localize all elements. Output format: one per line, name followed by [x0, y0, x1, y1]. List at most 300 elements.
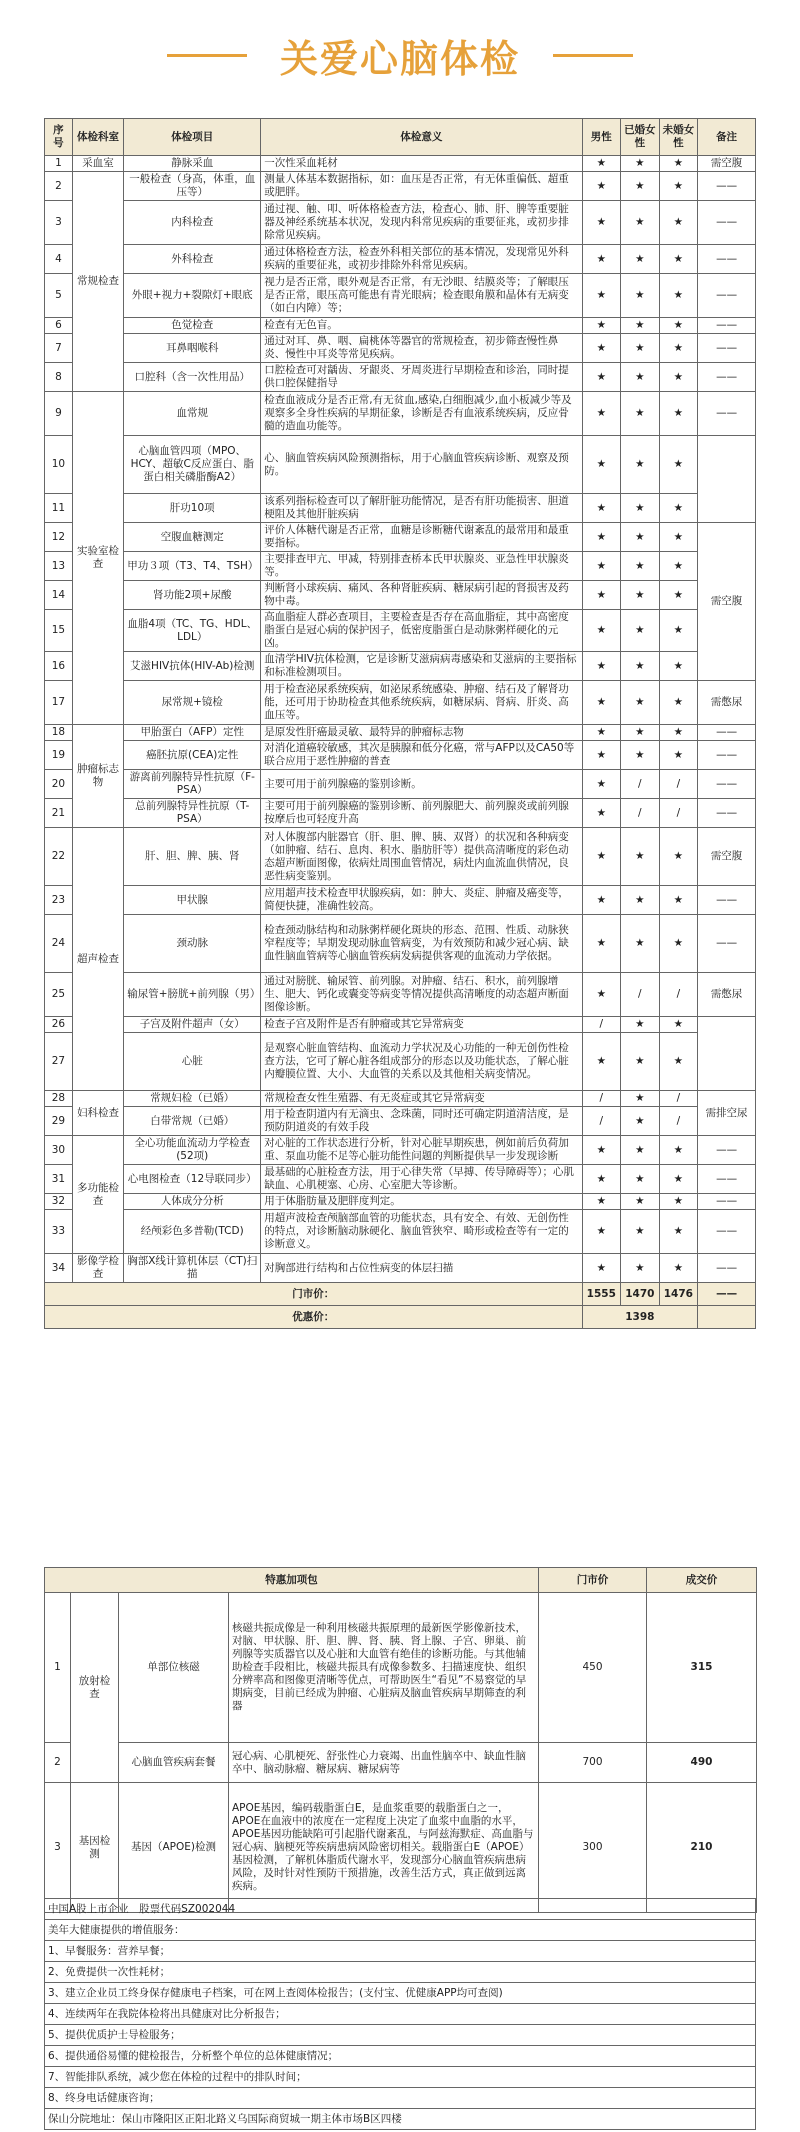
row-unmarried: / [659, 770, 698, 799]
row-unmarried: ★ [659, 392, 698, 436]
row-married: ★ [621, 1210, 660, 1254]
row-item: 人体成分分析 [124, 1194, 261, 1210]
row-meaning: 检查有无色盲。 [261, 318, 582, 334]
row-unmarried: ★ [659, 741, 698, 770]
table-row [45, 494, 756, 523]
row-note: —— [698, 201, 756, 245]
row-married: / [621, 799, 660, 828]
footer-line [45, 1920, 756, 1941]
row-no: 23 [45, 886, 73, 915]
row-no: 16 [45, 652, 73, 681]
row-married: ★ [621, 581, 660, 610]
row-item: 空腹血糖测定 [124, 523, 261, 552]
footer-text: 8、终身电话健康咨询； [45, 2088, 756, 2109]
header-unmarried: 未婚女性 [659, 119, 698, 156]
row-no: 13 [45, 552, 73, 581]
row-item: 心电图检查（12导联同步） [124, 1165, 261, 1194]
row-meaning: 血清学HIV抗体检测，它是诊断艾滋病病毒感染和艾滋病的主要指标和标准检测项目。 [261, 652, 582, 681]
row-married: ★ [621, 915, 660, 973]
footer-text: 保山分院地址：保山市隆阳区正阳北路义乌国际商贸城一期主体市场B区四楼 [45, 2109, 756, 2130]
row-no: 21 [45, 799, 73, 828]
row-married: ★ [621, 725, 660, 741]
title-left-line [167, 54, 247, 57]
extra-dept: 基因检测 [71, 1783, 119, 1913]
row-unmarried: ★ [659, 725, 698, 741]
row-unmarried: ★ [659, 610, 698, 652]
row-note: —— [698, 770, 756, 799]
row-item: 一般检查（身高，体重，血压等） [124, 172, 261, 201]
row-item: 癌胚抗原(CEA)定性 [124, 741, 261, 770]
row-item: 耳鼻咽喉科 [124, 334, 261, 363]
row-male: ★ [582, 494, 621, 523]
table-row [45, 1210, 756, 1254]
row-no: 11 [45, 494, 73, 523]
table-row [45, 915, 756, 973]
row-note: —— [698, 274, 756, 318]
row-meaning: 用于检查阴道内有无滴虫、念珠菌，同时还可确定阴道清洁度，是预防阴道炎的有效手段 [261, 1107, 582, 1136]
row-meaning: 通过对耳、鼻、咽、扁桃体等器官的常规检查，初步筛查慢性鼻炎、慢性中耳炎等常见疾病。 [261, 334, 582, 363]
row-unmarried: ★ [659, 915, 698, 973]
row-meaning: 用于体脂肪量及肥胖度判定。 [261, 1194, 582, 1210]
table-row [45, 172, 756, 201]
extra-header-row [45, 1568, 757, 1593]
row-unmarried: / [659, 973, 698, 1017]
row-no: 6 [45, 318, 73, 334]
extra-meaning: APOE基因，编码载脂蛋白E，是血浆重要的载脂蛋白之一，APOE在血液中的浓度在一定程度上决定了血浆中血脂的水平，APOE基因功能缺陷可引起脂代谢紊乱，与阿兹海默症、高血脂与冠心病、脑梗死等疾病患病风险密切相关。载脂蛋白E（APOE）基因检测，了解机体脂质代谢水平，发现部分心脑血管疾病患病风险，及时针对性预防干预措施，改善生活方式，真正做到远离疾病。 [229, 1783, 539, 1913]
extra-header-list-price: 门市价 [539, 1568, 647, 1593]
table-row [45, 201, 756, 245]
row-married: ★ [621, 1254, 660, 1283]
row-meaning: 通过体格检查方法，检查外科相关部位的基本情况，发现常见外科疾病的重要征兆，或初步排除外科常见疾病。 [261, 245, 582, 274]
row-meaning: 检查颈动脉结构和动脉粥样硬化斑块的形态、范围、性质、动脉狭窄程度等；早期发现动脉血管病变，为有效预防和减少冠心病、缺血性脑血管病等心脑血管疾病发病提供客观的血流动力学依据。 [261, 915, 582, 973]
row-item: 肝功10项 [124, 494, 261, 523]
row-male: ★ [582, 1165, 621, 1194]
row-unmarried: ★ [659, 1194, 698, 1210]
discount-value: 1398 [582, 1306, 698, 1329]
row-note [698, 1017, 756, 1091]
footer-body [45, 1899, 756, 2130]
row-meaning: 对消化道癌较敏感，其次是胰腺和低分化癌，常与AFP以及CA50等联合应用于恶性肿瘤的普查 [261, 741, 582, 770]
row-male: ★ [582, 523, 621, 552]
extra-meaning: 冠心病、心肌梗死、舒张性心力衰竭、出血性脑卒中、缺血性脑卒中、脑动脉瘤、糖尿病、糖尿病等 [229, 1743, 539, 1783]
extra-header-deal-price: 成交价 [647, 1568, 757, 1593]
row-item: 全心功能血流动力学检查(52项) [124, 1136, 261, 1165]
row-item: 经颅彩色多普勒(TCD) [124, 1210, 261, 1254]
row-item: 子宫及附件超声（女） [124, 1017, 261, 1033]
row-married: ★ [621, 1033, 660, 1091]
extra-no: 3 [45, 1783, 71, 1913]
row-no: 7 [45, 334, 73, 363]
discount-row [45, 1306, 756, 1329]
row-no: 1 [45, 156, 73, 172]
row-unmarried: ★ [659, 334, 698, 363]
row-note: 需憋尿 [698, 973, 756, 1017]
row-married: ★ [621, 523, 660, 552]
row-male: ★ [582, 392, 621, 436]
row-meaning: 最基础的心脏检查方法，用于心律失常（早搏、传导障碍等）；心肌缺血、心肌梗塞、心房、心室肥大等诊断。 [261, 1165, 582, 1194]
footer-text: 6、提供通俗易懂的健检报告，分析整个单位的总体健康情况； [45, 2046, 756, 2067]
row-married: ★ [621, 828, 660, 886]
row-no: 34 [45, 1254, 73, 1283]
row-no: 26 [45, 1017, 73, 1033]
row-unmarried: ★ [659, 494, 698, 523]
row-meaning: 是观察心脏血管结构、血流动力学状况及心功能的一种无创伤性检查方法，它可了解心脏各组成部分的形态以及功能状态，了解心脏内瓣膜位置、大小、大血管的关系以及其他相关病变情况。 [261, 1033, 582, 1091]
row-note: —— [698, 1254, 756, 1283]
row-no: 2 [45, 172, 73, 201]
row-male: ★ [582, 274, 621, 318]
header-meaning: 体检意义 [261, 119, 582, 156]
row-item: 内科检查 [124, 201, 261, 245]
row-no: 9 [45, 392, 73, 436]
header-dept: 体检科室 [72, 119, 123, 156]
row-unmarried: ★ [659, 201, 698, 245]
row-meaning: 主要排查甲亢、甲减，特别排查桥本氏甲状腺炎、亚急性甲状腺炎等。 [261, 552, 582, 581]
row-item: 总前列腺特异性抗原（T-PSA） [124, 799, 261, 828]
row-married: ★ [621, 741, 660, 770]
row-male: ★ [582, 610, 621, 652]
row-unmarried: / [659, 1107, 698, 1136]
table-row [45, 523, 756, 552]
row-meaning: 口腔检查可对龋齿、牙龈炎、牙周炎进行早期检查和诊治，同时提供口腔保健指导 [261, 363, 582, 392]
footer-text: 1、早餐服务：营养早餐； [45, 1941, 756, 1962]
row-note: —— [698, 363, 756, 392]
row-note: —— [698, 318, 756, 334]
row-no: 19 [45, 741, 73, 770]
row-married: ★ [621, 494, 660, 523]
row-male: ★ [582, 915, 621, 973]
price-married: 1470 [621, 1283, 660, 1306]
footer-text: 2、免费提供一次性耗材； [45, 1962, 756, 1983]
checkup-items-table [44, 118, 756, 1329]
row-married: ★ [621, 436, 660, 494]
row-item: 输尿管+膀胱+前列腺（男） [124, 973, 261, 1017]
row-meaning: 对心脏的工作状态进行分析，针对心脏早期疾患，例如前后负荷加重、泵血功能不足等心脏功能性问题的判断提供早一步发现诊断 [261, 1136, 582, 1165]
row-male: ★ [582, 318, 621, 334]
row-male: ★ [582, 552, 621, 581]
row-unmarried: ★ [659, 318, 698, 334]
row-married: ★ [621, 610, 660, 652]
extra-row [45, 1593, 757, 1743]
title-right-line [553, 54, 633, 57]
row-no: 18 [45, 725, 73, 741]
row-note [698, 436, 756, 523]
row-note: —— [698, 172, 756, 201]
row-dept: 采血室 [72, 156, 123, 172]
row-married: ★ [621, 1165, 660, 1194]
row-unmarried: ★ [659, 581, 698, 610]
row-married: ★ [621, 318, 660, 334]
row-item: 色觉检查 [124, 318, 261, 334]
table-row [45, 363, 756, 392]
extra-list-price: 450 [539, 1593, 647, 1743]
row-no: 12 [45, 523, 73, 552]
row-meaning: 通过视、触、叩、听体格检查方法，检查心、肺、肝、脾等重要脏器及神经系统基本状况，发现内科常见疾病的重要征兆，或初步排除常见疾病。 [261, 201, 582, 245]
row-meaning: 用超声波检查颅脑部血管的功能状态，具有安全、有效、无创伤性的特点，对诊断脑动脉硬化、脑血管狭窄、畸形或检查等有一定的诊断意义。 [261, 1210, 582, 1254]
extra-package-table [44, 1567, 757, 1913]
row-no: 10 [45, 436, 73, 494]
row-no: 17 [45, 681, 73, 725]
table-row [45, 725, 756, 741]
row-no: 30 [45, 1136, 73, 1165]
row-no: 20 [45, 770, 73, 799]
row-no: 22 [45, 828, 73, 886]
row-male: ★ [582, 156, 621, 172]
row-no: 24 [45, 915, 73, 973]
footer-text: 5、提供优质护士导检服务； [45, 2025, 756, 2046]
row-unmarried: ★ [659, 436, 698, 494]
row-item: 血常规 [124, 392, 261, 436]
row-male: ★ [582, 1210, 621, 1254]
row-meaning: 检查子宫及附件是否有肿瘤或其它异常病变 [261, 1017, 582, 1033]
row-unmarried: ★ [659, 1254, 698, 1283]
extra-deal-price: 490 [647, 1743, 757, 1783]
table-row [45, 1107, 756, 1136]
row-item: 外科检查 [124, 245, 261, 274]
row-note: 需憋尿 [698, 681, 756, 725]
table-row [45, 1033, 756, 1091]
row-meaning: 主要可用于前列腺癌的鉴别诊断。 [261, 770, 582, 799]
row-meaning: 检查血液成分是否正常,有无贫血,感染,白细胞减少,血小板减少等及观察多全身性疾病的早期征象，诊断是否有血液系统疾病，反应骨髓的造血功能等。 [261, 392, 582, 436]
footer-line [45, 2046, 756, 2067]
row-no: 25 [45, 973, 73, 1017]
row-male: ★ [582, 770, 621, 799]
row-item: 心脏 [124, 1033, 261, 1091]
table-row [45, 274, 756, 318]
row-male: ★ [582, 363, 621, 392]
extra-deal-price: 210 [647, 1783, 757, 1913]
table-row [45, 581, 756, 610]
row-married: ★ [621, 1091, 660, 1107]
footer-services [44, 1898, 756, 2130]
row-male: ★ [582, 725, 621, 741]
row-unmarried: ★ [659, 274, 698, 318]
extra-meaning: 核磁共振成像是一种利用核磁共振原理的最新医学影像新技术，对脑、甲状腺、肝、胆、脾、肾、胰、肾上腺、子宫、卵巢、前列腺等实质器官以及心脏和大血管有绝佳的诊断功能。与其他辅助检查手段相比，核磁共振具有成像参数多、扫描速度快、组织分辨率高和图像更清晰等优点，可帮助医生“看见”不易察觉的早期病变，目前已经成为肿瘤、心脏病及脑血管疾病早期筛查的利器 [229, 1593, 539, 1743]
row-dept: 肿瘤标志物 [72, 725, 123, 828]
row-item: 甲状腺 [124, 886, 261, 915]
row-dept: 实验室检查 [72, 392, 123, 725]
table-row [45, 799, 756, 828]
row-dept: 超声检查 [72, 828, 123, 1091]
row-item: 甲功３项（T3、T4、TSH） [124, 552, 261, 581]
row-item: 游离前列腺特异性抗原（F-PSA） [124, 770, 261, 799]
row-unmarried: ★ [659, 245, 698, 274]
row-unmarried: ★ [659, 886, 698, 915]
row-male: ★ [582, 172, 621, 201]
extra-list-price: 300 [539, 1783, 647, 1913]
extra-deal-price: 315 [647, 1593, 757, 1743]
row-dept: 多功能检查 [72, 1136, 123, 1254]
footer-text: 美年大健康提供的增值服务： [45, 1920, 756, 1941]
row-note: —— [698, 725, 756, 741]
row-male: ★ [582, 245, 621, 274]
table-row [45, 770, 756, 799]
table-row [45, 392, 756, 436]
header-male: 男性 [582, 119, 621, 156]
header-no: 序号 [45, 119, 73, 156]
table-row [45, 156, 756, 172]
row-married: ★ [621, 274, 660, 318]
row-male: ★ [582, 1254, 621, 1283]
row-married: ★ [621, 552, 660, 581]
row-married: ★ [621, 1194, 660, 1210]
row-unmarried: ★ [659, 1017, 698, 1033]
header-note: 备注 [698, 119, 756, 156]
extra-item: 心脑血管疾病套餐 [119, 1743, 229, 1783]
row-unmarried: ★ [659, 523, 698, 552]
extra-row [45, 1743, 757, 1783]
row-note: —— [698, 741, 756, 770]
row-unmarried: ★ [659, 1033, 698, 1091]
table-row [45, 1165, 756, 1194]
table-row [45, 1254, 756, 1283]
row-male: / [582, 1017, 621, 1033]
row-male: ★ [582, 741, 621, 770]
row-item: 颈动脉 [124, 915, 261, 973]
row-married: ★ [621, 652, 660, 681]
table-row [45, 1091, 756, 1107]
row-meaning: 常规检查女性生殖器、有无炎症或其它异常病变 [261, 1091, 582, 1107]
footer-line [45, 2109, 756, 2130]
row-no: 29 [45, 1107, 73, 1136]
table-row [45, 886, 756, 915]
row-note: —— [698, 1210, 756, 1254]
row-unmarried: / [659, 799, 698, 828]
row-unmarried: ★ [659, 828, 698, 886]
footer-text: 4、连续两年在我院体检将出具健康对比分析报告； [45, 2004, 756, 2025]
page-header [0, 28, 800, 88]
row-note: 需排空尿 [698, 1091, 756, 1136]
price-note: —— [698, 1283, 756, 1306]
row-meaning: 判断肾小球疾病、痛风、各种肾脏疾病、糖尿病引起的肾损害及药物中毒。 [261, 581, 582, 610]
row-item: 胸部X线计算机体层（CT)扫描 [124, 1254, 261, 1283]
footer-line [45, 2067, 756, 2088]
row-unmarried: ★ [659, 156, 698, 172]
row-male: ★ [582, 652, 621, 681]
row-meaning: 对人体腹部内脏器官（肝、胆、脾、胰、双肾）的状况和各种病变（如肿瘤、结石、息肉、积水、脂肪肝等）提供高清晰度的彩色动态超声断面图像，依病灶周围血管情况，病灶内血流血供情况，良恶性病变鉴别。 [261, 828, 582, 886]
row-meaning: 心、脑血管疾病风险预测指标，用于心脑血管疾病诊断、观察及预防。 [261, 436, 582, 494]
footer-line [45, 2088, 756, 2109]
footer-text: 中国A股上市企业 股票代码SZ002044 [45, 1899, 756, 1920]
row-married: ★ [621, 1107, 660, 1136]
row-married: ★ [621, 334, 660, 363]
row-meaning: 视力是否正常，眼外观是否正常，有无沙眼、结膜炎等；了解眼压是否正常，眼压高可能患有青光眼病；检查眼角膜和晶体有无病变（如白内障）等； [261, 274, 582, 318]
row-unmarried: ★ [659, 1210, 698, 1254]
row-unmarried: ★ [659, 652, 698, 681]
table-row [45, 828, 756, 886]
row-married: ★ [621, 681, 660, 725]
row-no: 27 [45, 1033, 73, 1091]
row-male: ★ [582, 973, 621, 1017]
row-male: ★ [582, 681, 621, 725]
row-male: / [582, 1091, 621, 1107]
table-row [45, 245, 756, 274]
discount-blank [698, 1306, 756, 1329]
row-note: —— [698, 334, 756, 363]
row-unmarried: ★ [659, 1136, 698, 1165]
row-male: ★ [582, 1136, 621, 1165]
row-married: ★ [621, 201, 660, 245]
row-male: ★ [582, 886, 621, 915]
extra-header-package: 特惠加项包 [45, 1568, 539, 1593]
row-married: / [621, 973, 660, 1017]
price-unmarried: 1476 [659, 1283, 698, 1306]
row-note: 需空腹 [698, 156, 756, 172]
row-married: ★ [621, 245, 660, 274]
row-dept: 影像学检查 [72, 1254, 123, 1283]
row-married: ★ [621, 1017, 660, 1033]
row-item: 艾滋HIV抗体(HIV-Ab)检测 [124, 652, 261, 681]
row-item: 血脂4项（TC、TG、HDL、LDL） [124, 610, 261, 652]
page-title: 关爱心脑体检 [279, 37, 520, 81]
row-note: —— [698, 392, 756, 436]
row-meaning: 高血脂症人群必查项目，主要检查是否存在高血脂症，其中高密度脂蛋白是冠心病的保护因子，低密度脂蛋白是动脉粥样硬化的元凶。 [261, 610, 582, 652]
row-male: ★ [582, 334, 621, 363]
row-unmarried: ★ [659, 552, 698, 581]
row-item: 尿常规+镜检 [124, 681, 261, 725]
row-no: 28 [45, 1091, 73, 1107]
extra-list-price: 700 [539, 1743, 647, 1783]
row-meaning: 测量人体基本数据指标，如：血压是否正常，有无体重偏低、超重或肥胖。 [261, 172, 582, 201]
row-unmarried: ★ [659, 1165, 698, 1194]
row-note: —— [698, 245, 756, 274]
table-row [45, 610, 756, 652]
row-item: 心脑血管四项（MPO、HCY、超敏C反应蛋白、脂蛋白相关磷脂酶A2） [124, 436, 261, 494]
table-body [45, 156, 756, 1283]
row-no: 14 [45, 581, 73, 610]
row-meaning: 评价人体糖代谢是否正常，血糖是诊断糖代谢紊乱的最常用和最重要指标。 [261, 523, 582, 552]
row-note: 需空腹 [698, 828, 756, 886]
table-row [45, 652, 756, 681]
row-unmarried: ★ [659, 681, 698, 725]
row-meaning: 一次性采血耗材 [261, 156, 582, 172]
footer-line [45, 2025, 756, 2046]
row-meaning: 是原发性肝癌最灵敏、最特异的肿瘤标志物 [261, 725, 582, 741]
row-no: 4 [45, 245, 73, 274]
row-married: ★ [621, 1136, 660, 1165]
footer-text: 7、智能排队系统，减少您在体检的过程中的排队时间； [45, 2067, 756, 2088]
row-male: ★ [582, 1033, 621, 1091]
table-row [45, 552, 756, 581]
row-meaning: 应用超声技术检查甲状腺疾病，如：肿大、炎症、肿瘤及癌变等，简便快捷，准确性较高。 [261, 886, 582, 915]
extra-dept: 放射检查 [71, 1593, 119, 1783]
row-note: —— [698, 915, 756, 973]
row-dept: 妇科检查 [72, 1091, 123, 1136]
row-note: —— [698, 1194, 756, 1210]
row-married: ★ [621, 156, 660, 172]
row-male: ★ [582, 799, 621, 828]
footer-line [45, 1899, 756, 1920]
footer-line [45, 1983, 756, 2004]
table-row [45, 681, 756, 725]
row-unmarried: ★ [659, 172, 698, 201]
footer-text: 3、建立企业员工终身保存健康电子档案，可在网上查阅体检报告；(支付宝、优健康APP均可查阅) [45, 1983, 756, 2004]
row-unmarried: ★ [659, 363, 698, 392]
row-married: / [621, 770, 660, 799]
table-row [45, 1017, 756, 1033]
row-married: ★ [621, 886, 660, 915]
row-item: 外眼+视力+裂隙灯+眼底 [124, 274, 261, 318]
row-no: 8 [45, 363, 73, 392]
footer-line [45, 1941, 756, 1962]
price-label: 门市价： [45, 1283, 583, 1306]
row-male: ★ [582, 436, 621, 494]
row-no: 32 [45, 1194, 73, 1210]
row-no: 5 [45, 274, 73, 318]
row-note: —— [698, 1165, 756, 1194]
row-note: —— [698, 1136, 756, 1165]
table-row [45, 436, 756, 494]
row-item: 肝、胆、脾、胰、肾 [124, 828, 261, 886]
